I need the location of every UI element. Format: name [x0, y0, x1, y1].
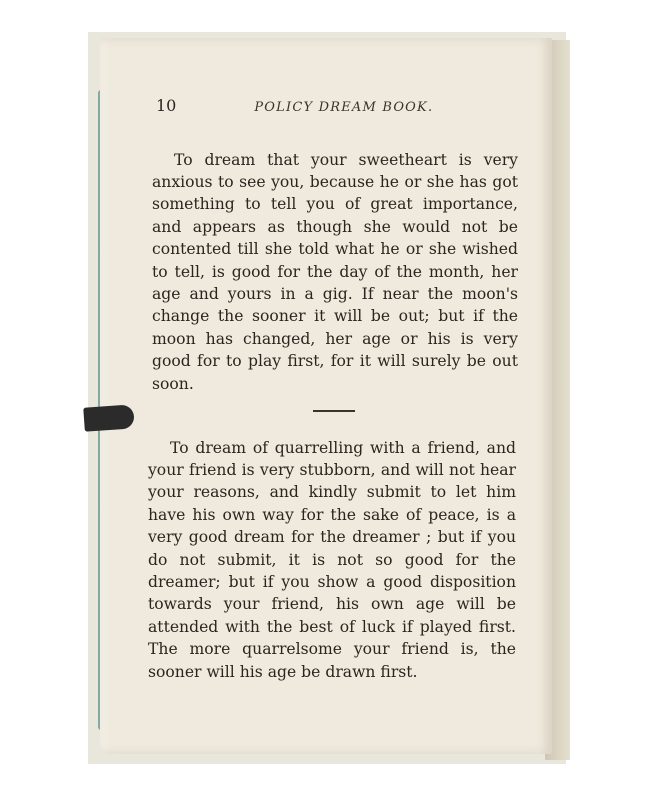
paragraph-quarrelling: To dream of quarrelling with a friend, and your friend is very stubborn, and will not hear your reasons, and kindly submit to let him have his own way for the sake of peace, is a very good dream for the dreamer ; but if you do not submit, it is not so good for the dreamer; but if you show a good disposition towards your friend, his own age will be attended with the best of luck if played first. The more quarrelsome your friend is, the sooner will his age be drawn first. — [148, 438, 516, 681]
page-header — [156, 96, 516, 115]
page-number: 10 — [156, 96, 177, 115]
section-divider — [313, 410, 355, 412]
running-head: POLICY DREAM BOOK. — [254, 100, 434, 115]
bookmark-ribbon — [83, 404, 135, 431]
paragraph-sweetheart: To dream that your sweetheart is very anxious to see you, because he or she has got something to tell you of great importance, and appears as though she would not be contented till she told what he or she wished to tell, is good for the day of the month, her age and yours in a gig. If near the moon's change the sooner it will be out; but if the moon has changed, her age or his is very good for to play first, for it will surely be out soon. — [152, 150, 518, 393]
